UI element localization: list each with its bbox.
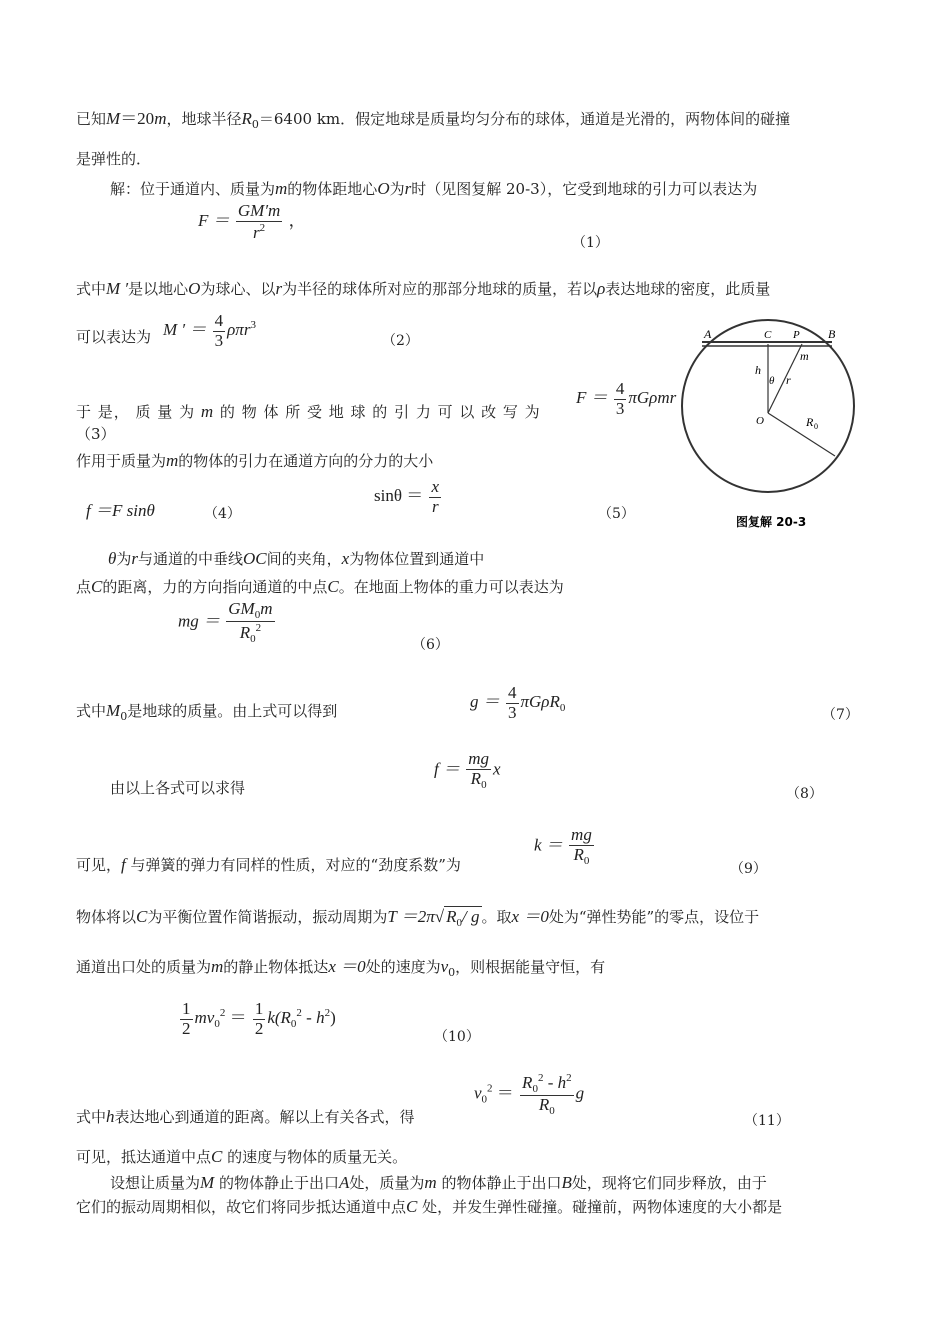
equation-number: （4） xyxy=(204,506,241,522)
label-r: r xyxy=(786,373,791,387)
text-line: 已知M＝20m，地球半径$R_0=6400$ km．假定地球是质量均匀分布的球体，通道是光滑的，两物体间的碰撞 xyxy=(76,109,791,131)
equation-11: $v_0^2$ ＝ $\frac{R_0^2 - h^2}{R_0}$ g xyxy=(474,1072,585,1118)
label-m: m xyxy=(800,349,809,363)
text-line: θ为r与通道的中垂线OC间的夹角，x为物体位置到通道中 xyxy=(108,549,485,568)
text-line: 是弹性的． xyxy=(76,150,152,168)
equation-6: mg ＝ $\frac{GM_0m}{R_0^2}$ xyxy=(178,599,273,646)
text-line: 于 是， 质 量 为 m 的 物 体 所 受 地 球 的 引 力 可 以 改 写 为 xyxy=(76,402,541,421)
label-R0: R xyxy=(806,415,814,429)
equation-number: （10） xyxy=(434,1029,480,1045)
label-O: O xyxy=(756,415,764,427)
text-line: 式中$M_0$是地球的质量。由上式可以得到 xyxy=(76,701,338,723)
text-line: 式中M ′是以地心O为球心、以r为半径的球体所对应的那部分地球的质量，若以ρ表达地球的密度，此质量 xyxy=(76,279,771,298)
text-line: 它们的振动周期相似，故它们将同步抵达通道中点C 处，并发生弹性碰撞。碰撞前，两物体速度的大小都是 xyxy=(76,1197,783,1216)
equation-number: （6） xyxy=(412,637,449,653)
label-A: A xyxy=(704,327,712,341)
equation-1: F ＝ $\frac{GM'm}{r^2}$ ， xyxy=(198,201,306,242)
equation-number: （9） xyxy=(730,861,767,877)
equation-3: F ＝ $\frac{4}{3}$ πGρmr xyxy=(576,379,677,418)
text-line: （3） xyxy=(76,425,116,443)
equation-2: M ′ ＝ $\frac{4}{3}$ ρπr$^3$ xyxy=(163,311,256,350)
equation-number: （7） xyxy=(822,707,859,723)
equation-number: （11） xyxy=(744,1113,790,1129)
text-line: 通道出口处的质量为m的静止物体抵达x ＝0处的速度为$v_0$，则根据能量守恒，有 xyxy=(76,957,606,979)
equation-8: f ＝ $\frac{mg}{R_0}$ x xyxy=(434,749,501,791)
text-line: 由以上各式可以求得 xyxy=(110,779,246,797)
label-C: C xyxy=(764,329,772,341)
text-line: 作用于质量为m的物体的引力在通道方向的分力的大小 xyxy=(76,451,434,470)
equation-5: sinθ ＝ $\frac{x}{r}$ xyxy=(374,477,440,516)
text-line: 点C的距离，力的方向指向通道的中点C。在地面上物体的重力可以表达为 xyxy=(76,577,564,596)
equation-9: k ＝ $\frac{mg}{R_0}$ xyxy=(534,825,592,867)
text-line: 可见，抵达通道中点C 的速度与物体的质量无关。 xyxy=(76,1147,408,1166)
equation-number: （2） xyxy=(382,333,419,349)
text-line: 式中h表达地心到通道的距离。解以上有关各式，得 xyxy=(76,1107,415,1126)
text-line: 设想让质量为M 的物体静止于出口A处，质量为m 的物体静止于出口B处，现将它们同步释放，由于 xyxy=(110,1173,767,1192)
equation-number: （8） xyxy=(786,786,823,802)
text-line: 可见，f 与弹簧的弹力有同样的性质，对应的“劲度系数”为 xyxy=(76,855,461,874)
label-h: h xyxy=(755,363,761,377)
text-line: 可以表达为 xyxy=(76,328,152,346)
label-P: P xyxy=(793,329,800,341)
text-line: 解：位于通道内、质量为m的物体距地心O为r时（见图复解 20-3），它受到地球的引力可以表达为 xyxy=(110,179,758,198)
svg-text:0: 0 xyxy=(814,422,818,431)
equation-10: $\frac{1}{2}$ $mv_0^2$ ＝ $\frac{1}{2}$ $k(R_0^2 - h^2)$ xyxy=(182,999,336,1038)
label-B: B xyxy=(828,327,836,341)
label-theta: θ xyxy=(769,375,775,387)
equation-number: （5） xyxy=(598,506,635,522)
equation-number: （1） xyxy=(572,235,609,251)
equation-7: g ＝ $\frac{4}{3}$ πGρR$_0$ xyxy=(470,683,566,722)
equation-4: f ＝F sinθ xyxy=(86,501,155,520)
figure-diagram xyxy=(680,318,880,538)
figure-caption: 图复解 20-3 xyxy=(736,515,807,529)
text-line: 物体将以C为平衡位置作简谐振动，振动周期为T ＝2π√ $R_0/$ g 。取x ＝0处为“弹性势能”的零点，设位于 xyxy=(76,907,760,929)
